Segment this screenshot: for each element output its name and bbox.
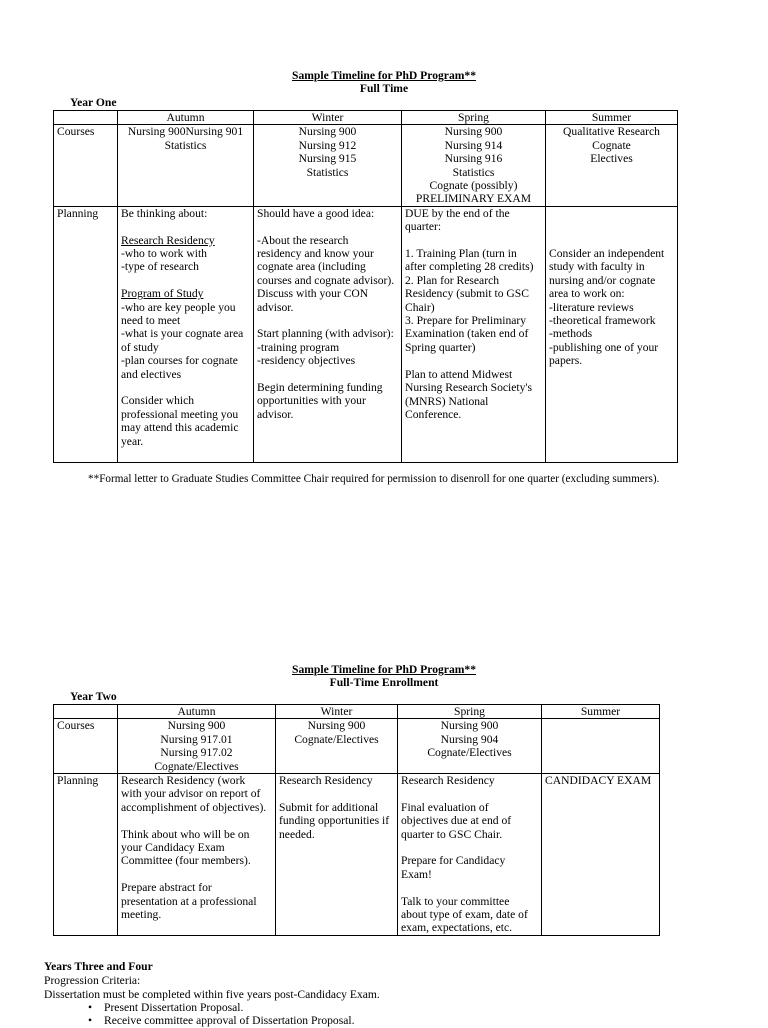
row-label-courses: Courses [54, 719, 118, 774]
planning-row [54, 774, 660, 936]
courses-autumn: Nursing 900Nursing 901 Statistics [118, 125, 254, 206]
header-blank [54, 111, 118, 125]
planning-winter: Should have a good idea: -About the research residency and know your cognate area (including courses and cognate advisor). Discuss with your CON advisor. Start planning (with advisor): -training program -residency objectives Begin determining funding opportunities with your advisor. [254, 206, 402, 462]
header-autumn: Autumn [118, 705, 276, 719]
courses-spring: Nursing 900 Nursing 914 Nursing 916 Statistics Cognate (possibly) PRELIMINARY EXAM [402, 125, 546, 206]
program-of-study-heading: Program of Study [121, 287, 204, 301]
year-two-table [53, 704, 660, 936]
progression-criteria: Progression Criteria: [44, 974, 141, 987]
year-one-table [53, 110, 678, 463]
courses-summer: Qualitative Research Cognate Electives [546, 125, 678, 206]
courses-row [54, 125, 678, 206]
header-spring: Spring [398, 705, 542, 719]
year-one-subtitle: Full Time [359, 82, 409, 95]
header-autumn: Autumn [118, 111, 254, 125]
bullet-item: • Receive committee approval of Dissertation Proposal. [88, 1014, 354, 1027]
dissertation-deadline: Dissertation must be completed within five years post-Candidacy Exam. [44, 988, 380, 1001]
header-summer: Summer [542, 705, 660, 719]
header-winter: Winter [276, 705, 398, 719]
courses-spring: Nursing 900 Nursing 904 Cognate/Electives [398, 719, 542, 774]
year-one-label: Year One [70, 96, 117, 109]
years-three-four-heading: Years Three and Four [44, 960, 153, 973]
header-row [54, 111, 678, 125]
year-two-label: Year Two [70, 690, 117, 703]
planning-summer: Consider an independent study with faculty in nursing and/or cognate area to work on: -literature reviews -theoretical framework -methods -publishing one of your papers. [546, 206, 678, 462]
planning-autumn: Be thinking about: Research Residency -who to work with -type of research Program of Study -who are key people you need to meet -what is your cognate area of study -plan courses for cognate and electives Consider which professional meeting you may attend this academic year. [118, 206, 254, 462]
courses-row [54, 719, 660, 774]
planning-spring: DUE by the end of the quarter: 1. Training Plan (turn in after completing 28 credits) 2. Plan for Research Residency (submit to GSC Chair) 3. Prepare for Preliminary Examination (taken end of Spring quarter) Plan to attend Midwest Nursing Research Society's (MNRS) National Conference. [402, 206, 546, 462]
planning-row [54, 206, 678, 462]
header-summer: Summer [546, 111, 678, 125]
planning-summer [542, 774, 660, 936]
bullet-item: • Present Dissertation Proposal. [88, 1001, 354, 1014]
row-label-courses: Courses [54, 125, 118, 206]
courses-winter: Nursing 900 Cognate/Electives [276, 719, 398, 774]
row-label-planning: Planning [54, 206, 118, 462]
planning-spring: Research Residency Final evaluation of objectives due at end of quarter to GSC Chair. Prepare for Candidacy Exam! Talk to your committee about type of exam, date of exam, expectations, etc. [398, 774, 542, 936]
year-two-subtitle: Full-Time Enrollment [329, 676, 439, 689]
row-label-planning: Planning [54, 774, 118, 936]
planning-autumn: Research Residency (work with your advisor on report of accomplishment of objectives). Think about who will be on your Candidacy Exam Committee (four members). Prepare abstract for presentation at a professional meeting. [118, 774, 276, 936]
candidacy-exam-label: CANDIDACY EXAM [545, 774, 652, 788]
header-winter: Winter [254, 111, 402, 125]
header-row [54, 705, 660, 719]
courses-summer [542, 719, 660, 774]
footnote: **Formal letter to Graduate Studies Committee Chair required for permission to disenroll for one quarter (excluding summers). [88, 473, 660, 485]
research-residency-heading: Research Residency [121, 233, 215, 247]
year-two-title: Sample Timeline for PhD Program** [292, 663, 476, 676]
courses-autumn: Nursing 900 Nursing 917.01 Nursing 917.02 Cognate/Electives [118, 719, 276, 774]
year-one-title: Sample Timeline for PhD Program** [292, 69, 476, 82]
courses-winter: Nursing 900 Nursing 912 Nursing 915 Statistics [254, 125, 402, 206]
planning-winter: Research Residency Submit for additional funding opportunities if needed. [276, 774, 398, 936]
header-spring: Spring [402, 111, 546, 125]
header-blank [54, 705, 118, 719]
